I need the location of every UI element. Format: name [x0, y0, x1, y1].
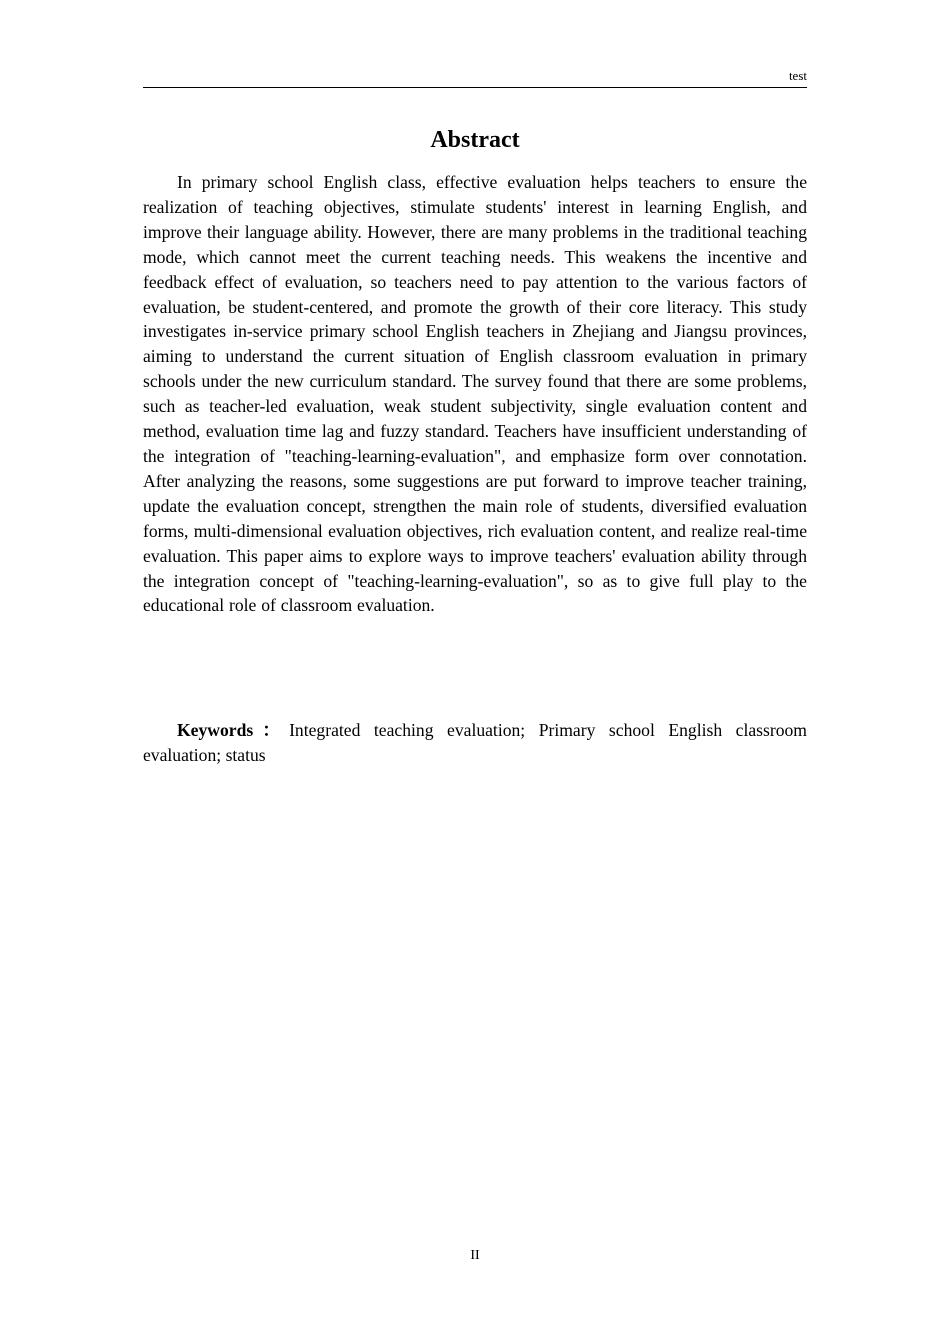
keywords-text: Integrated teaching evaluation; Primary school English classroom evaluation; status — [143, 720, 807, 765]
abstract-title: Abstract — [430, 127, 520, 153]
keywords-paragraph — [143, 718, 807, 768]
running-head-text: test — [788, 68, 807, 83]
abstract-body: In primary school English class, effective evaluation helps teachers to ensure the realization of teaching objectives, stimulate students' interest in learning English, and improve their language ability. However, there are many problems in the traditional teaching mode, which cannot meet the current teaching needs. This weakens the incentive and feedback effect of evaluation, so teachers need to pay attention to the various factors of evaluation, be student-centered, and promote the growth of their core literacy. This study investigates in-service primary school English teachers in Zhejiang and Jiangsu provinces, aiming to understand the current situation of English classroom evaluation in primary schools under the new curriculum standard. The survey found that there are some problems, such as teacher-led evaluation, weak student subjectivity, single evaluation content and method, evaluation time lag and fuzzy standard. Teachers have insufficient understanding of the integration of "teaching-learning-evaluation", and emphasize form over connotation. After analyzing the reasons, some suggestions are put forward to improve teacher training, update the evaluation concept, strengthen the main role of students, diversified evaluation forms, multi-dimensional evaluation objectives, rich evaluation content, and realize real-time evaluation. This paper aims to explore ways to improve teachers' evaluation ability through the integration concept of "teaching-learning-evaluation", so as to give full play to the educational role of classroom evaluation. — [143, 172, 807, 616]
page-number: II — [470, 1248, 480, 1263]
running-header — [143, 66, 807, 88]
keywords-label: Keywords： — [177, 720, 290, 740]
